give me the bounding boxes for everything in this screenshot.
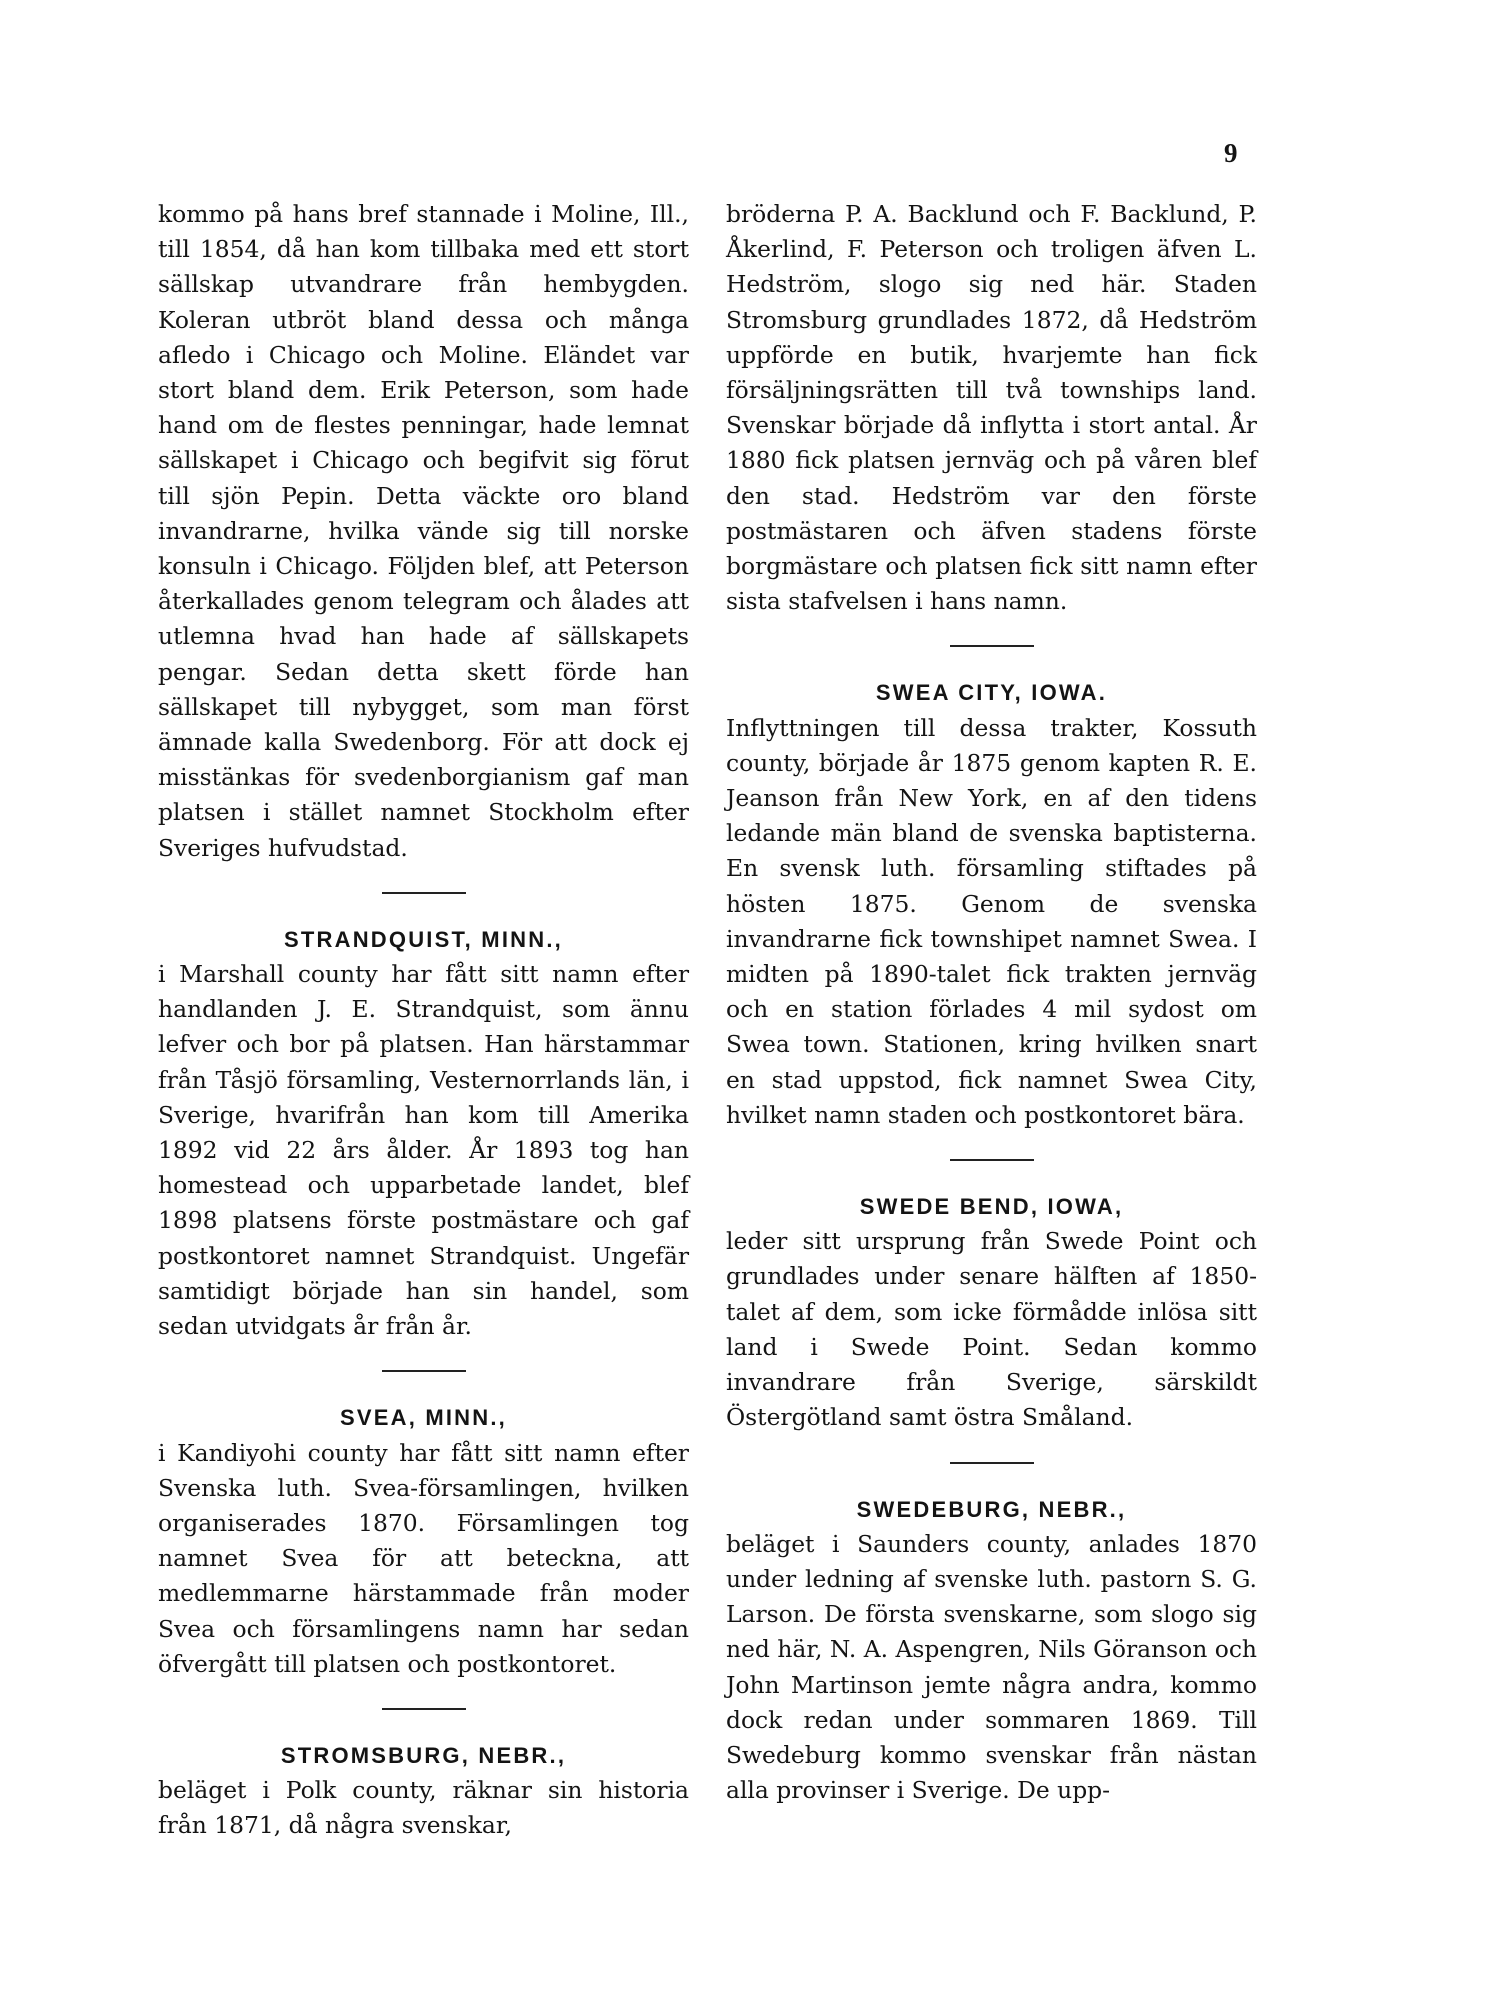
- stromsburg-heading: STROMSBURG, NEBR.,: [280, 1742, 567, 1768]
- swede-bend-paragraph: leder sitt ursprung från Swede Point och grundlades under senare hälften af 1850-talet af dem, som icke förmådde inlösa sitt land i Swede Point. Sedan kommo invandrare från Sverige, särskildt Östergötland samt östra Småland.: [726, 1227, 1257, 1432]
- section-divider: [382, 1708, 466, 1710]
- strandquist-heading: STRANDQUIST, MINN.,: [284, 926, 563, 952]
- section-divider: [950, 1159, 1034, 1161]
- section-divider: [382, 892, 466, 894]
- page-number: 9: [1224, 138, 1238, 168]
- swedeburg-heading: SWEDEBURG, NEBR.,: [856, 1496, 1127, 1522]
- swedeburg-paragraph: beläget i Saunders county, anlades 1870 under ledning af svenske luth. pastorn S. G. Larson. De första svenskarne, som slogo sig ned här, N. A. Aspengren, Nils Göranson och John Martinson jemte några andra, kommo dock redan under sommaren 1869. Till Swedeburg kommo svenskar från nästan alla provinser i Sverige. De upp-: [726, 1529, 1257, 1805]
- svea-heading: SVEA, MINN.,: [340, 1405, 507, 1431]
- right-column: [726, 197, 1257, 1808]
- section-divider: [950, 1462, 1034, 1464]
- swede-bend-heading: SWEDE BEND, IOWA,: [859, 1194, 1124, 1220]
- strandquist-paragraph: i Marshall county har fått sitt namn efter handlanden J. E. Strandquist, som ännu lefver och bor på platsen. Han härstammar från Tåsjö församling, Vesternorrlands län, i Sverige, hvarifrån han kom till Amerika 1892 vid 22 års ålder. År 1893 tog han homestead och upparbetade landet, blef 1898 platsens förste postmästare och gaf postkontoret namnet Strandquist. Ungefär samtidigt började han sin handel, som sedan utvidgats år från år.: [158, 960, 689, 1341]
- swea-city-paragraph: Inflyttningen till dessa trakter, Kossuth county, började år 1875 genom kapten R. E. Jeanson från New York, en af den tidens ledande män bland de svenska baptisterna. En svensk luth. församling stiftades på hösten 1875. Genom de svenska invandrarne fick townshipet namnet Swea. I midten på 1890-talet fick trakten jernväg och en station förlades 4 mil sydost om Swea town. Stationen, kring hvilken snart en stad uppstod, fick namnet Swea City, hvilket namn staden och postkontoret bära.: [726, 713, 1257, 1129]
- svea-paragraph: i Kandiyohi county har fått sitt namn efter Svenska luth. Svea-församlingen, hvilken organiserades 1870. Församlingen tog namnet Svea för att beteckna, att medlemmarne härstammade från moder Svea och församlingens namn har sedan öfvergått till platsen och postkontoret.: [158, 1438, 689, 1678]
- section-divider: [950, 645, 1034, 647]
- stromsburg-continued-paragraph: bröderna P. A. Backlund och F. Backlund, P. Åkerlind, F. Peterson och troligen äfven L. Hedström, slogo sig ned här. Staden Stromsburg grundlades 1872, då Hedström uppförde en butik, hvarjemte han fick försäljningsrätten till två townships land. Svenskar började då inflytta i stort antal. År 1880 fick platsen jernväg och på våren blef den stad. Hedström var den förste postmästaren och äfven stadens förste borgmästare och platsen fick sitt namn efter sista stafvelsen i hans namn.: [726, 200, 1257, 616]
- left-column: [158, 197, 689, 1844]
- section-divider: [382, 1370, 466, 1372]
- stromsburg-paragraph: beläget i Polk county, räknar sin historia från 1871, då några svenskar,: [158, 1776, 689, 1840]
- intro-paragraph: kommo på hans bref stannade i Moline, Ill., till 1854, då han kom tillbaka med ett stort sällskap utvandrare från hembygden. Koleran utbröt bland dessa och många afledo i Chicago och Moline. Eländet var stort bland dem. Erik Peterson, som hade hand om de flestes penningar, hade lemnat sällskapet i Chicago och begifvit sig förut till sjön Pepin. Detta väckte oro bland invandrarne, hvilka vände sig till norske konsuln i Chicago. Följden blef, att Peterson återkallades genom telegram och ålades att utlemna hvad han hade af sällskapets pengar. Sedan detta skett förde han sällskapet till nybygget, som man först ämnade kalla Swedenborg. För att dock ej misstänkas för svedenborgianism gaf man platsen i stället namnet Stockholm efter Sveriges hufvudstad.: [158, 200, 689, 862]
- swea-city-heading: SWEA CITY, IOWA.: [875, 680, 1108, 706]
